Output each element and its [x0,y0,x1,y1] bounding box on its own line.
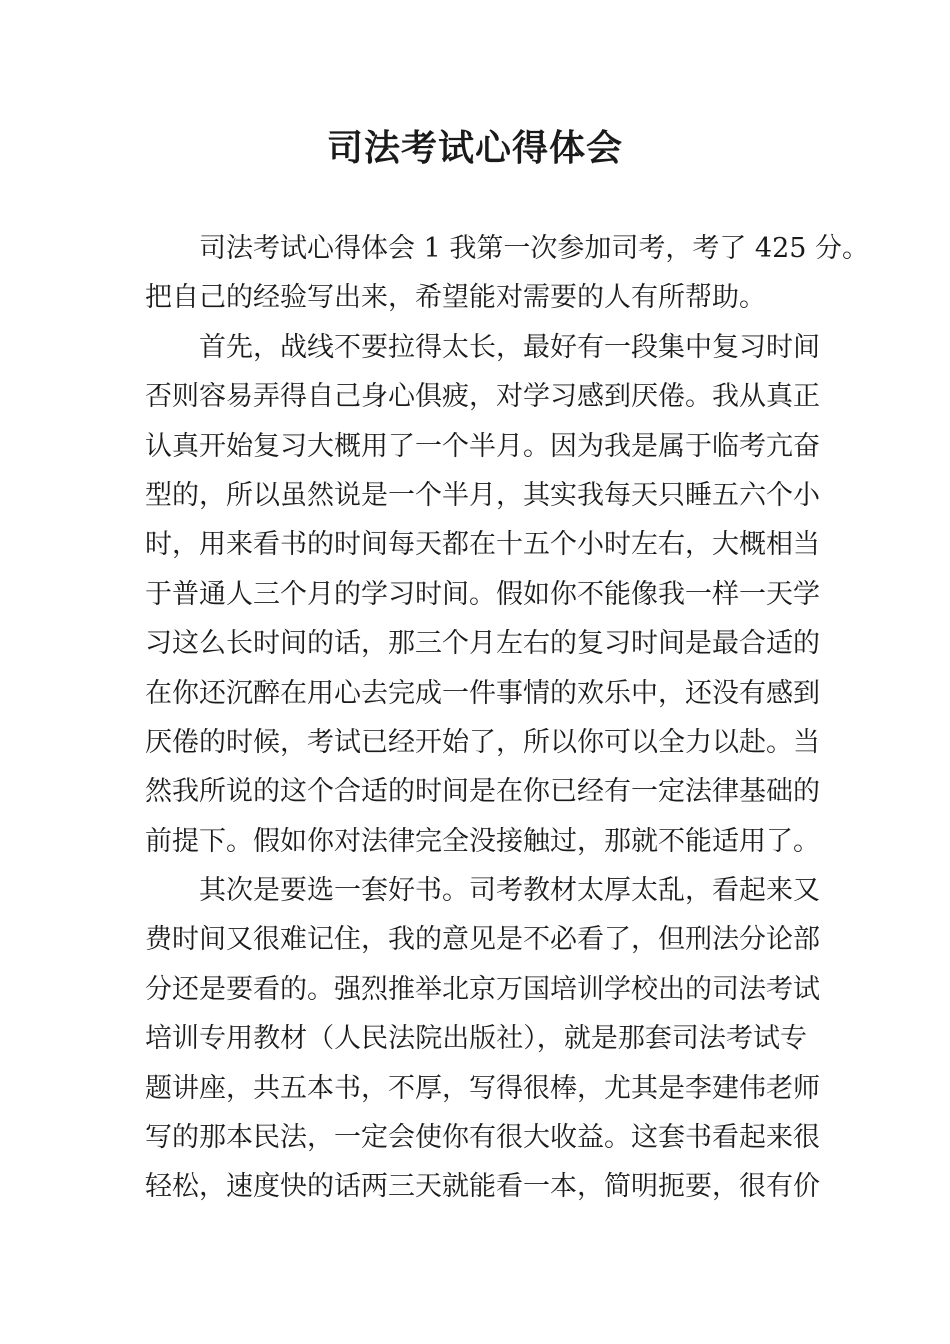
document-body [145,224,870,1212]
text-line: 习这么长时间的话，那三个月左右的复习时间是最合适的 [145,628,820,660]
text-line: 轻松，速度快的话两三天就能看一本，简明扼要，很有价 [145,1171,820,1203]
text-line: 培训专用教材（人民法院出版社），就是那套司法考试专 [145,1023,807,1055]
text-line: 其次是要选一套好书。司考教材太厚太乱，看起来又 [199,875,820,907]
text-line: 厌倦的时候，考试已经开始了，所以你可以全力以赴。当 [145,726,820,758]
text-line: 型的，所以虽然说是一个半月，其实我每天只睡五六个小 [145,479,820,511]
text-line: 司法考试心得体会 1 我第一次参加司考，考了 425 分。 [199,233,870,264]
text-line: 前提下。假如你对法律完全没接触过，那就不能适用了。 [145,825,820,857]
text-line: 于普通人三个月的学习时间。假如你不能像我一样一天学 [145,578,820,610]
text-line: 时，用来看书的时间每天都在十五个小时左右，大概相当 [145,529,820,561]
text-line: 在你还沉醉在用心去完成一件事情的欢乐中，还没有感到 [145,677,820,709]
text-line: 把自己的经验写出来，希望能对需要的人有所帮助。 [145,282,766,314]
text-line: 首先，战线不要拉得太长，最好有一段集中复习时间 [199,331,820,363]
text-line: 否则容易弄得自己身心俱疲，对学习感到厌倦。我从真正 [145,381,820,413]
text-line: 题讲座，共五本书，不厚，写得很棒，尤其是李建伟老师 [145,1072,820,1104]
text-line: 认真开始复习大概用了一个半月。因为我是属于临考亢奋 [145,430,820,462]
text-line: 分还是要看的。强烈推举北京万国培训学校出的司法考试 [145,973,820,1005]
text-line: 然我所说的这个合适的时间是在你已经有一定法律基础的 [145,776,820,808]
text-line: 写的那本民法，一定会使你有很大收益。这套书看起来很 [145,1122,820,1154]
text-line: 费时间又很难记住，我的意见是不必看了，但刑法分论部 [145,924,820,956]
document-title: 司法考试心得体会 [326,128,623,169]
